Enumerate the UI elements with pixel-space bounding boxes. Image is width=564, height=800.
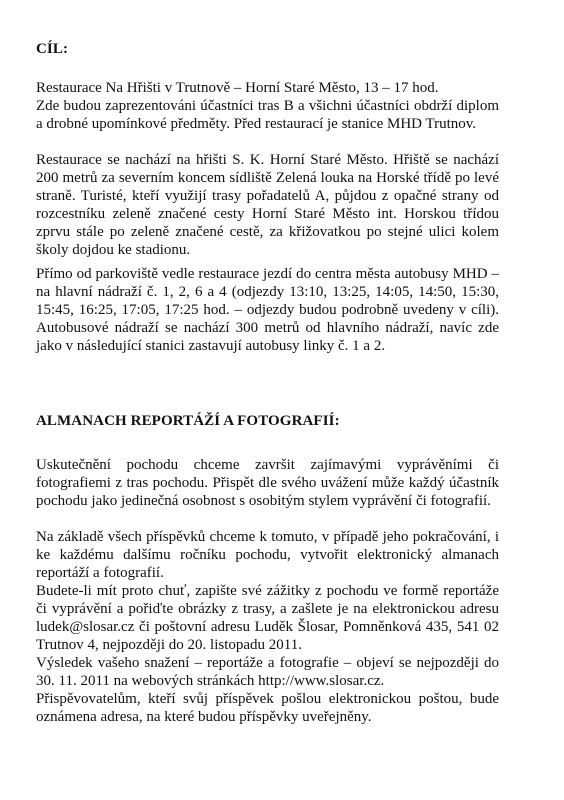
almanac-plan-paragraph: Na základě všech příspěvků chceme k tomuto, v případě jeho pokračování, i ke každému dalšímu ročníku pochodu, vytvořit elektronický almanach reportáží a fotografií.: [36, 529, 499, 582]
goal-location-paragraph: Restaurace Na Hřišti v Trutnově – Horní Staré Město, 13 – 17 hod.: [36, 80, 439, 96]
goal-directions-paragraph: Restaurace se nachází na hřišti S. K. Horní Staré Město. Hřiště se nachází 200 metrů za severním koncem sídliště Zelená louka na Horské třídě po levé straně. Turisté, kteří využijí trasy pořadatelů A, půjdou z opačné strany od rozcestníku zeleně značené cesty Horní Staré Město int. Horskou třídou zprvu stále po zeleně značené cestě, za křižovatkou po stejné ulici kolem školy dojdou ke stadionu.: [36, 152, 499, 259]
almanac-intro-paragraph: Uskutečnění pochodu chceme završit zajímavými vyprávěními či fotografiemi z tras pochodu. Přispět dle svého uvážení může každý účastník pochodu jako jedinečná osobnost s osobitým stylem vyprávění či fotografií.: [36, 457, 499, 510]
goal-heading: CÍL:: [36, 41, 69, 57]
almanac-heading: ALMANACH REPORTÁŽÍ A FOTOGRAFIÍ:: [36, 413, 340, 429]
almanac-result-paragraph: Výsledek vašeho snažení – reportáže a fotografie – objeví se nejpozději do 30. 11. 2011 na webových stránkách http://www.slosar.cz.: [36, 655, 499, 690]
goal-presentation-paragraph: Zde budou zaprezentováni účastníci tras B a všichni účastníci obdrží diplom a drobné upomínkové předměty. Před restaurací je stanice MHD Trutnov.: [36, 98, 499, 133]
almanac-contributors-paragraph: Přispěvovatelům, kteří svůj příspěvek pošlou elektronickou poštou, bude oznámena adresa, na které budou příspěvky uveřejněny.: [36, 691, 499, 726]
almanac-submission-paragraph: Budete-li mít proto chuť, zapište své zážitky z pochodu ve formě reportáže či vyprávění a pořiďte obrázky z trasy, a zašlete je na elektronickou adresu ludek@slosar.cz či poštovní adresu Luděk Šlosar, Pomněnková 435, 541 02 Trutnov 4, nejpozději do 20. listopadu 2011.: [36, 583, 499, 654]
goal-bus-paragraph: Přímo od parkoviště vedle restaurace jezdí do centra města autobusy MHD – na hlavní nádraží č. 1, 2, 6 a 4 (odjezdy 13:10, 13:25, 14:05, 14:50, 15:30, 15:45, 16:25, 17:05, 17:25 hod. – odjezdy budou podrobně uvedeny v cíli). Autobusové nádraží se nachází 300 metrů od hlavního nádraží, navíc zde jako v následující stanici zastavují autobusy linky č. 1 a 2.: [36, 266, 499, 355]
